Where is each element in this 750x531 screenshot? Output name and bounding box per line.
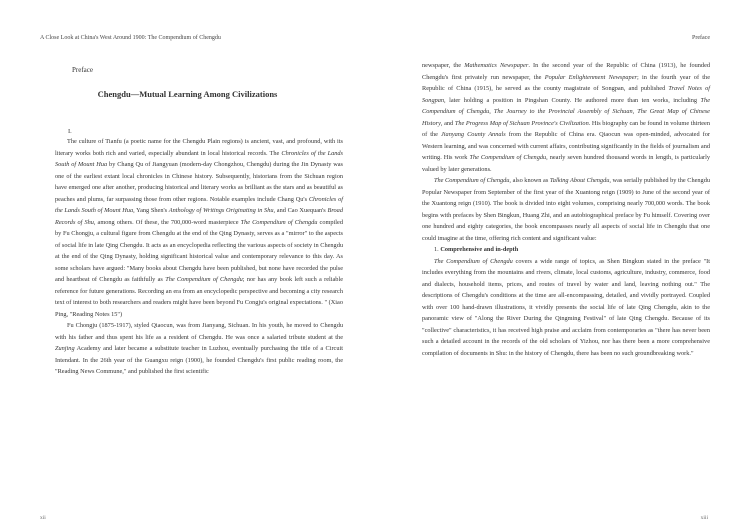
paragraph	[55, 320, 343, 378]
text-run: . In the second year of the Republic of China (1913), he founded Chengdu's first privately run newspaper, the	[422, 62, 711, 81]
text-run: , Yang Shen's	[133, 207, 169, 214]
text-run: , was serially published by the Chengdu Popular Newspaper from September of the first year of the Xuantong reign (1909) to June of the second year of the Xuantong reign (1910). The book is divided into eight volumes, comprising nearly 700,000 words. The book begins with prefaces by Shen Bingkun, Huang Zhi, and an autobiographical preface by Fu himself. Covering over one hundred and eighty categories, the book encompasses nearly all aspects of social life in Chengdu that one could imagine at the time, offering rich content and significant value:	[422, 177, 710, 242]
text-run: ; in the fourth year of the Republic of China (1915), he served as the county magistrate of Songpan, and published	[422, 73, 710, 92]
italic-title-text: The Progress Map of Sichuan Province's Civilization	[454, 119, 589, 127]
text-run: compiled by Fu Chongju, a cultural figure from Chengdu at the end of the Qing Dynasty, serves as a "mirror" to the aspects of social life in late Qing Chengdu. It acts as an encyclopedia reflecting the various aspects of society in Chengdu at the end of the Qing Dynasty, holding significant historical value and contemporary relevance to this day. As some scholars have argued: "Many books about Chengdu have been published, but none have recorded the pulse and heartbeat of Chengdu as faithfully as	[55, 218, 343, 283]
page-number: xii	[40, 515, 46, 521]
paragraph	[422, 175, 710, 244]
subheading-number: 1.	[434, 246, 439, 253]
preface-title: Chengdu—Mutual Learning Among Civilizations	[97, 89, 278, 99]
italic-title-text: The Journey to the Provincial Assembly of Sichuan	[493, 108, 633, 115]
paragraph	[55, 136, 343, 320]
text-run: ; nor has any book left such a reliable reference for future generations. Recording an era from an encyclopedic perspective and becoming a city research text of interest to both researchers and readers might have been beyond Fu Congju's original expectations. " (Xiao Ping, "Reading Notes 15")	[55, 276, 344, 318]
italic-title-text: Talking About Chengdu	[549, 177, 610, 184]
text-run: The culture of Tianfu (a poetic name for the Chengdu Plain regions) is ancient, vast, and profound, with its literary works both rich and varied, especially abundant in local historical records. The	[55, 138, 343, 157]
italic-title-text: Mathematics Newspaper	[464, 62, 529, 69]
text-run: covers a wide range of topics, as Shen Bingkun stated in the preface "It includes everything from the mountains and rivers, climate, local customs, agriculture, industry, commerce, food and dialects, household items, prices, and routes of travel by water and land, leaving nothing out." The descriptions of Chengdu's conditions at the time are all-encompassing, detailed, and vividly portrayed. Coupled with over 100 hand-drawn illustrations, it vividly presents the social life of late Qing Chengdu, akin to the panoramic view of "Along the River During the Qingming Festival" of late Qing Chengdu. Because of its "collective" characteristics, it has received high praise and acclaim from contemporaries as "there has never been such a detailed account in the records of the old scholars of Yizhou, nor has there been a more comprehensive compilation of documents in Shu: in the history of Chengdu, there has been no such groundbreaking work."	[422, 257, 710, 357]
right-page	[375, 0, 750, 531]
text-run: , and	[440, 119, 455, 127]
subheading	[422, 244, 710, 256]
italic-title-text: Chronicles of the Lands South of Mount Hua	[55, 195, 343, 214]
text-run: , and Cao Xuequan's	[273, 207, 328, 214]
preface-kicker: Preface	[72, 66, 93, 74]
text-run: , later holding a position in Pingshan County. He authored more than ten works, including	[444, 96, 701, 104]
running-header: Preface	[692, 35, 710, 41]
text-run: newspaper, the	[422, 62, 465, 69]
italic-title-text: The Compendium of Chengdu	[165, 276, 243, 283]
italic-title-text: Popular Enlightenment Newspaper	[544, 73, 637, 81]
italic-title-text: The Great Map of Chinese History	[422, 108, 710, 127]
running-header: A Close Look at China's West Around 1900: The Compendium of Chengdu	[40, 35, 221, 41]
italic-title-text: The Compendium of Chengdu	[422, 96, 710, 115]
text-run: ,	[632, 108, 638, 115]
italic-title-text: The Compendium of Chengdu	[469, 154, 547, 161]
text-run: Academy and later became a substitute teacher in Luzhou, eventually purchasing the title of a Circuit Intendant. In the 26th year of the Guangxu reign (1900), he founded Chengdu's first public reading room, the "Reading News Commune," and published the first scientific	[55, 345, 343, 375]
italic-title-text: The Compendium of Chengdu	[434, 177, 510, 184]
page-number: xiii	[700, 515, 708, 521]
body-text-column	[422, 60, 710, 359]
paragraph	[422, 256, 710, 360]
body-text-column	[55, 136, 343, 378]
italic-title-text: The Compendium of Chengdu	[240, 218, 318, 226]
text-run: . His biography can be found in volume thirteen of the	[422, 119, 710, 138]
text-run: ,	[489, 108, 494, 115]
italic-title-text: Jianyang County Annals	[441, 131, 506, 138]
text-run: , also known as	[509, 177, 550, 184]
italic-title-text: The Compendium of Chengdu	[434, 257, 513, 265]
section-number: I.	[68, 128, 72, 135]
paragraph	[422, 60, 710, 175]
subheading-label: Comprehensive and in-depth	[440, 246, 519, 253]
text-run: , among others. Of these, the 700,000-word masterpiece	[93, 218, 241, 226]
text-run: by Chang Qu of Jiangyuan (modern-day Chongzhou, Chengdu) during the Jin Dynasty was one of the earliest extant local chronicles in Chinese history. Subsequently, historians from the Sichuan region have emerged one after another, producing historical and literary works as brilliant as the stars and as beautiful as peaches and plums, far surpassing those from other regions. Notable examples include Chang Qu's	[55, 161, 344, 203]
italic-title-text: Broad Records of Shu	[55, 207, 343, 226]
text-run: from the Republic of China era. Qiaocun was open-minded, advocated for Western learning, and was concerned with current affairs, contributing significantly in the fields of journalism and writing. His work	[422, 131, 710, 161]
italic-title-text: Travel Notes of Songpan	[422, 85, 710, 104]
text-run: Fu Chongju (1875-1917), styled Qiaocun, was from Jianyang, Sichuan. In his youth, he moved to Chengdu with his father and thus spent his life as a resident of Chengdu. He was once a salaried tribute student at the	[55, 322, 343, 341]
italic-title-text: Anthology of Writings Originating in Shu	[168, 207, 274, 214]
italic-title-text: Zunjing	[55, 345, 75, 352]
italic-title-text: Chronicles of the Lands South of Mount Hua	[55, 149, 343, 168]
text-run: , nearly seven hundred thousand words in length, is particularly valued by later generations.	[422, 154, 710, 173]
